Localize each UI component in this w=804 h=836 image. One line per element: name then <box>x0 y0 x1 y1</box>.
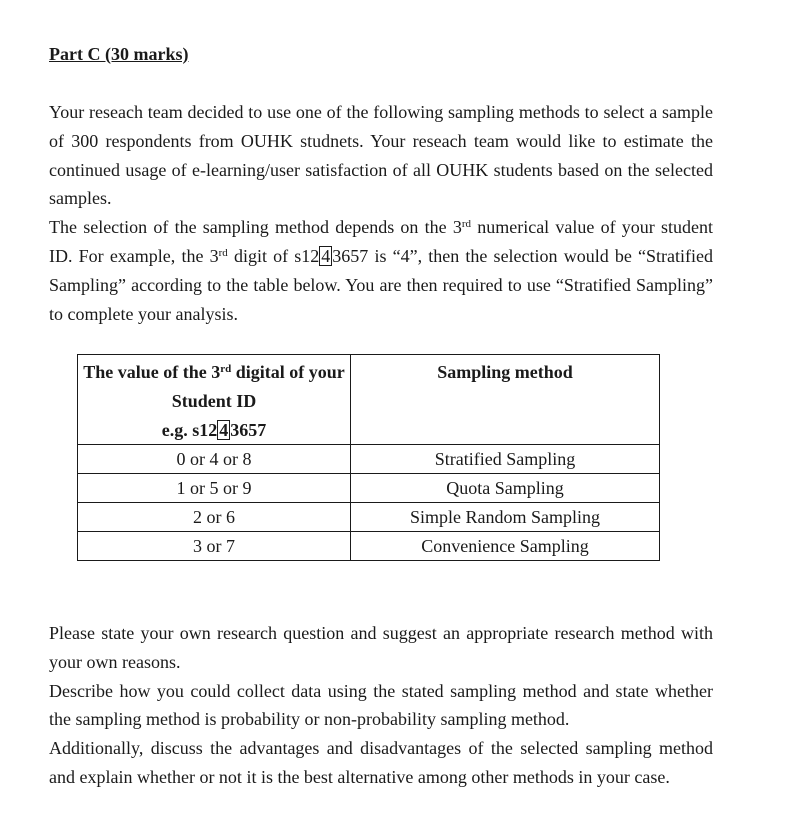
ordinal-suffix: rd <box>218 246 228 259</box>
ordinal-suffix: rd <box>220 363 232 375</box>
table-row <box>78 474 660 503</box>
highlighted-digit: 4 <box>321 245 331 266</box>
intro-paragraph <box>49 98 713 328</box>
table-row <box>78 532 660 561</box>
method-cell: Quota Sampling <box>351 474 660 503</box>
intro-text: numerical value of your student ID. For example, the 3 <box>49 217 713 266</box>
method-cell: Stratified Sampling <box>351 445 660 474</box>
header-text: The value of the 3 <box>83 362 221 382</box>
student-id-header <box>78 355 351 445</box>
instruction-3: Additionally, discuss the advantages and disadvantages of the selected sampling method and explain whether or not it is the best alternative among other methods in your case. <box>49 738 713 787</box>
header-text: digital of your Student ID <box>171 362 345 411</box>
instruction-1: Please state your own research question and suggest an appropriate research method with your own reasons. <box>49 623 713 672</box>
digit-value-cell: 3 or 7 <box>78 532 351 561</box>
digit-value-cell: 0 or 4 or 8 <box>78 445 351 474</box>
intro-text: digit of s12 <box>227 245 320 266</box>
intro-text: The selection of the sampling method depends on the 3 <box>49 217 462 238</box>
table-header-row <box>78 355 660 445</box>
intro-text: 3657 is “4”, then the selection would be “Stratified Sampling” according to the table below. You are then required to use “Stratified Sampling” to complete your analysis. <box>49 245 713 324</box>
ordinal-suffix: rd <box>461 218 471 231</box>
intro-sentence-1: Your reseach team decided to use one of the following sampling methods to select a sample of 300 respondents from OUHK studnets. Your reseach team would like to estimate the continued usage of e-learning/user satisfaction of all OUHK students based on the selected samples. <box>49 102 713 209</box>
instruction-2: Describe how you could collect data using the stated sampling method and state whether the sampling method is probability or non-probability sampling method. <box>49 680 713 730</box>
highlighted-digit: 4 <box>219 419 229 440</box>
digit-value-cell: 2 or 6 <box>78 503 351 532</box>
table-row <box>78 503 660 532</box>
example-id: e.g. s12 <box>161 419 218 440</box>
table-row <box>78 445 660 474</box>
method-cell: Simple Random Sampling <box>351 503 660 532</box>
sampling-method-header: Sampling method <box>351 355 660 445</box>
method-cell: Convenience Sampling <box>351 532 660 561</box>
digit-value-cell: 1 or 5 or 9 <box>78 474 351 503</box>
intro-sentence-2 <box>49 213 713 328</box>
instructions-paragraph <box>49 619 713 792</box>
sampling-method-table <box>77 354 660 561</box>
example-id: 3657 <box>230 419 267 440</box>
section-heading: Part C (30 marks) <box>49 44 189 64</box>
